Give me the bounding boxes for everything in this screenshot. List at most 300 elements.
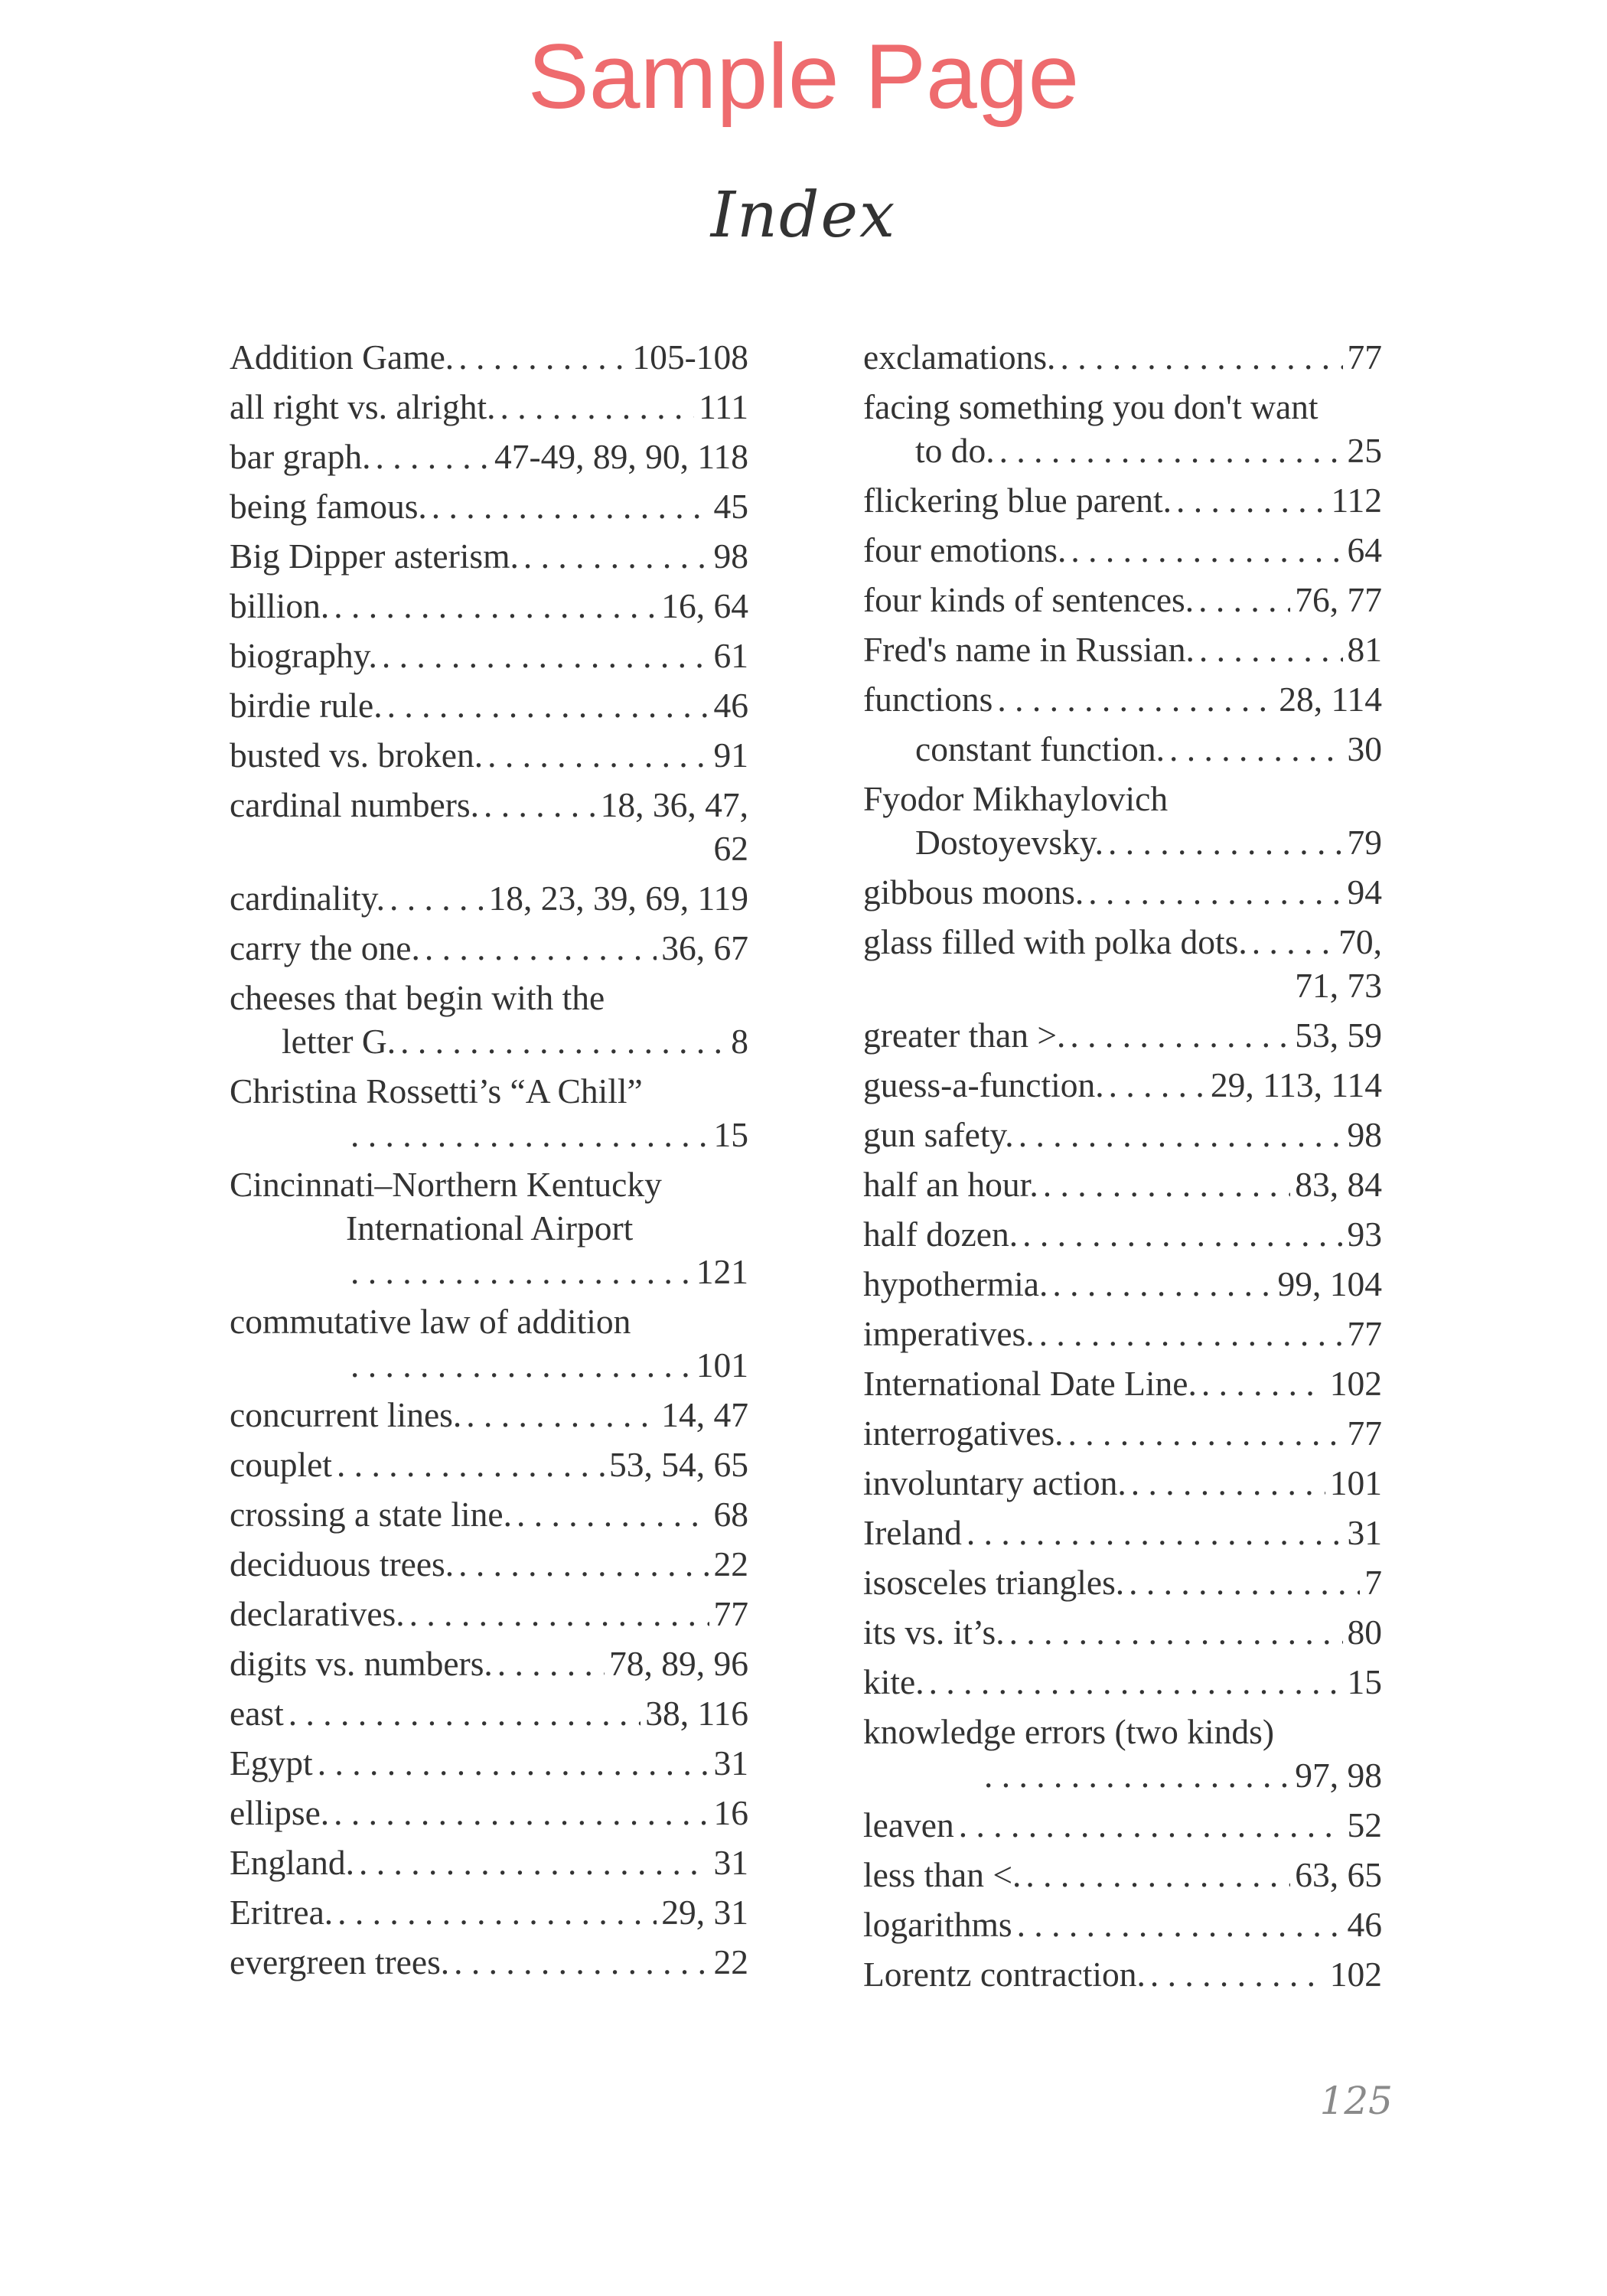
index-term: logarithms bbox=[863, 1905, 1012, 1944]
dot-leader bbox=[999, 429, 1343, 473]
index-pages: 18, 36, 47, bbox=[600, 785, 748, 824]
index-pages: 98 bbox=[713, 536, 748, 576]
dot-leader bbox=[318, 1741, 709, 1786]
index-entry bbox=[230, 584, 748, 634]
index-entry-line bbox=[863, 820, 1382, 870]
index-term: Addition Game. bbox=[230, 338, 455, 377]
index-term: kite. bbox=[863, 1662, 924, 1701]
dot-leader bbox=[487, 733, 709, 778]
index-entry-line bbox=[863, 1952, 1382, 2002]
index-entry-line bbox=[230, 733, 748, 783]
index-term-continued: International Airport bbox=[346, 1208, 634, 1247]
index-entry-line bbox=[230, 1163, 748, 1212]
index-entry bbox=[230, 1940, 748, 1990]
index-entry-line bbox=[863, 1903, 1382, 1952]
dot-leader bbox=[1060, 335, 1342, 380]
index-pages: 46 bbox=[1347, 1905, 1382, 1944]
dot-leader bbox=[466, 1393, 657, 1437]
index-entry-line bbox=[863, 1710, 1382, 1760]
dot-leader bbox=[1199, 628, 1343, 672]
dot-leader bbox=[458, 1542, 709, 1587]
index-entry-line bbox=[863, 578, 1382, 628]
index-term: Egypt bbox=[230, 1743, 313, 1782]
dot-leader bbox=[350, 1250, 692, 1294]
index-entry bbox=[863, 1803, 1382, 1853]
index-pages: 22 bbox=[713, 1942, 748, 1981]
index-term: four kinds of sentences. bbox=[863, 580, 1195, 619]
index-entry bbox=[863, 1903, 1382, 1952]
index-entry-line bbox=[230, 1890, 748, 1940]
index-term: billion. bbox=[230, 586, 330, 625]
index-entry-line bbox=[863, 1063, 1382, 1113]
index-entry bbox=[863, 1561, 1382, 1610]
index-entry-line bbox=[863, 385, 1382, 435]
index-entry-line bbox=[863, 528, 1382, 578]
index-entry bbox=[230, 634, 748, 683]
index-entry-line bbox=[230, 1691, 748, 1741]
index-pages: 46 bbox=[713, 686, 748, 725]
dot-leader bbox=[959, 1803, 1343, 1848]
index-entry-line bbox=[230, 335, 748, 385]
index-term: deciduous trees. bbox=[230, 1544, 455, 1583]
index-entry bbox=[230, 1163, 748, 1300]
index-entry-line bbox=[863, 1561, 1382, 1610]
index-pages: 25 bbox=[1347, 431, 1382, 470]
index-entry-line bbox=[230, 1250, 748, 1300]
index-term: exclamations. bbox=[863, 338, 1056, 377]
index-pages: 38, 116 bbox=[645, 1694, 748, 1733]
index-term: Fred's name in Russian. bbox=[863, 630, 1195, 669]
index-term: evergreen trees. bbox=[230, 1942, 450, 1981]
index-entry-line bbox=[863, 727, 1382, 777]
index-pages: 30 bbox=[1347, 729, 1382, 768]
index-term: hypothermia. bbox=[863, 1264, 1048, 1303]
index-entry bbox=[230, 1791, 748, 1841]
dot-leader bbox=[1071, 528, 1342, 572]
index-entry bbox=[230, 1300, 748, 1393]
index-entry-line bbox=[230, 827, 748, 876]
dot-leader bbox=[387, 683, 709, 728]
dot-leader bbox=[400, 1019, 726, 1064]
index-entry bbox=[863, 1511, 1382, 1561]
dot-leader bbox=[1039, 1312, 1343, 1356]
index-pages: 76, 77 bbox=[1295, 580, 1382, 619]
index-term: four emotions. bbox=[863, 530, 1067, 569]
index-pages: 112 bbox=[1331, 481, 1382, 520]
index-entry-line bbox=[230, 1069, 748, 1119]
index-entry bbox=[863, 385, 1382, 478]
index-term: cardinal numbers. bbox=[230, 785, 479, 824]
dot-leader bbox=[337, 1890, 657, 1935]
index-pages: 16 bbox=[713, 1793, 748, 1832]
dot-leader bbox=[359, 1841, 709, 1885]
index-entry-line bbox=[863, 1411, 1382, 1461]
index-entry bbox=[863, 1113, 1382, 1163]
index-pages: 63, 65 bbox=[1295, 1855, 1382, 1894]
index-pages: 22 bbox=[713, 1544, 748, 1583]
index-entry bbox=[230, 1393, 748, 1443]
index-term: Fyodor Mikhaylovich bbox=[863, 779, 1169, 818]
index-entry-line bbox=[863, 1803, 1382, 1853]
index-term-continued: letter G. bbox=[282, 1022, 396, 1061]
index-term: interrogatives. bbox=[863, 1414, 1064, 1453]
index-column-left bbox=[230, 335, 748, 1990]
index-entry bbox=[230, 435, 748, 484]
index-entry-line bbox=[230, 1542, 748, 1592]
dot-leader bbox=[966, 1511, 1343, 1555]
index-term: all right vs. alright. bbox=[230, 387, 496, 426]
index-term: cheeses that begin with the bbox=[230, 978, 605, 1017]
index-entry bbox=[863, 1710, 1382, 1803]
index-term: being famous. bbox=[230, 487, 427, 526]
index-pages-continued: 62 bbox=[713, 829, 748, 868]
index-entry bbox=[863, 1610, 1382, 1660]
index-entry bbox=[230, 926, 748, 976]
index-pages: 29, 113, 114 bbox=[1210, 1065, 1382, 1104]
index-pages: 61 bbox=[713, 636, 748, 675]
index-entry-line bbox=[230, 435, 748, 484]
index-term: half dozen. bbox=[863, 1215, 1019, 1254]
dot-leader bbox=[409, 1592, 709, 1636]
index-pages: 29, 31 bbox=[661, 1893, 748, 1932]
index-pages: 77 bbox=[1347, 338, 1382, 377]
dot-leader bbox=[1088, 870, 1342, 915]
index-entry-line bbox=[863, 1660, 1382, 1710]
index-entry bbox=[863, 1362, 1382, 1411]
index-term-continued: to do. bbox=[915, 431, 995, 470]
dot-leader bbox=[1070, 1013, 1290, 1058]
dot-leader bbox=[1009, 1610, 1343, 1655]
index-entry-line bbox=[863, 1753, 1382, 1803]
dot-leader bbox=[484, 783, 596, 827]
index-entry-line bbox=[863, 1853, 1382, 1903]
sample-page-watermark: Sample Page bbox=[527, 25, 1080, 128]
index-term: Christina Rossetti’s “A Chill” bbox=[230, 1071, 643, 1110]
dot-leader bbox=[1129, 1561, 1360, 1605]
index-entry-line bbox=[863, 1511, 1382, 1561]
index-term: commutative law of addition bbox=[230, 1302, 631, 1341]
index-entry-line bbox=[863, 1163, 1382, 1212]
index-term: bar graph. bbox=[230, 437, 371, 476]
index-entry bbox=[863, 1163, 1382, 1212]
index-entry bbox=[863, 870, 1382, 920]
index-pages: 70, bbox=[1338, 922, 1382, 961]
index-pages: 102 bbox=[1329, 1364, 1382, 1403]
index-entry bbox=[230, 683, 748, 733]
index-pages: 102 bbox=[1329, 1955, 1382, 1994]
dot-leader bbox=[929, 1660, 1343, 1704]
dot-leader bbox=[425, 926, 657, 970]
index-entry-line bbox=[230, 534, 748, 584]
dot-leader bbox=[1176, 478, 1326, 523]
dot-leader bbox=[1017, 1903, 1343, 1947]
index-entry-line bbox=[230, 683, 748, 733]
index-entry-line bbox=[230, 1841, 748, 1890]
index-term: facing something you don't want bbox=[863, 387, 1319, 426]
index-pages: 36, 67 bbox=[661, 928, 748, 967]
index-term: biography. bbox=[230, 636, 377, 675]
index-entry bbox=[230, 335, 748, 385]
index-entry bbox=[863, 578, 1382, 628]
dot-leader bbox=[454, 1940, 709, 1985]
index-pages: 77 bbox=[1347, 1314, 1382, 1353]
index-entry bbox=[863, 1952, 1382, 2002]
index-pages: 14, 47 bbox=[661, 1395, 748, 1434]
index-entry-line bbox=[230, 1113, 748, 1163]
dot-leader bbox=[1022, 1212, 1342, 1257]
index-term: gun safety. bbox=[863, 1115, 1014, 1154]
index-term: birdie rule. bbox=[230, 686, 383, 725]
index-pages: 101 bbox=[1329, 1463, 1382, 1502]
index-entry bbox=[863, 1262, 1382, 1312]
index-pages: 77 bbox=[713, 1594, 748, 1633]
index-term: cardinality. bbox=[230, 879, 385, 918]
index-term: Eritrea. bbox=[230, 1893, 334, 1932]
dot-leader bbox=[1150, 1952, 1325, 1997]
index-term: guess-a-function. bbox=[863, 1065, 1104, 1104]
index-pages: 16, 64 bbox=[661, 586, 748, 625]
index-pages: 99, 104 bbox=[1277, 1264, 1382, 1303]
page-number: 125 bbox=[1319, 2079, 1393, 2123]
dot-leader bbox=[334, 584, 657, 628]
index-entry-line bbox=[230, 783, 748, 833]
index-pages: 81 bbox=[1347, 630, 1382, 669]
index-term: east bbox=[230, 1694, 284, 1733]
index-entry bbox=[863, 777, 1382, 870]
index-entry bbox=[230, 876, 748, 926]
dot-leader bbox=[1025, 1853, 1290, 1897]
index-term: greater than >. bbox=[863, 1016, 1066, 1055]
index-entry-line bbox=[230, 1642, 748, 1691]
index-entry-line bbox=[863, 777, 1382, 827]
dot-leader bbox=[1052, 1262, 1273, 1306]
index-entry-line bbox=[230, 484, 748, 534]
index-term: digits vs. numbers. bbox=[230, 1644, 493, 1683]
index-entry bbox=[230, 1841, 748, 1890]
index-entry bbox=[230, 733, 748, 783]
index-pages: 53, 54, 65 bbox=[609, 1445, 748, 1484]
dot-leader bbox=[1108, 820, 1342, 865]
index-entry bbox=[230, 1642, 748, 1691]
index-entry-line bbox=[230, 1443, 748, 1492]
dot-leader bbox=[334, 1791, 709, 1835]
index-term: gibbous moons. bbox=[863, 872, 1084, 912]
index-term: concurrent lines. bbox=[230, 1395, 462, 1434]
index-pages: 64 bbox=[1347, 530, 1382, 569]
index-entry bbox=[863, 628, 1382, 677]
index-entry bbox=[863, 1411, 1382, 1461]
index-pages: 31 bbox=[1347, 1513, 1382, 1552]
index-entry-line bbox=[230, 976, 748, 1026]
index-entry bbox=[863, 727, 1382, 777]
index-entry-line bbox=[863, 870, 1382, 920]
index-term: Big Dipper asterism. bbox=[230, 536, 519, 576]
index-entry-line bbox=[230, 1300, 748, 1349]
index-pages: 15 bbox=[713, 1115, 748, 1154]
index-entry bbox=[230, 1691, 748, 1741]
dot-leader bbox=[523, 534, 709, 579]
index-entry bbox=[230, 1069, 748, 1163]
index-pages: 111 bbox=[699, 387, 748, 426]
index-term: constant function. bbox=[915, 729, 1165, 768]
index-term: flickering blue parent. bbox=[863, 481, 1172, 520]
index-pages: 68 bbox=[713, 1495, 748, 1534]
index-pages: 47-49, 89, 90, 118 bbox=[494, 437, 748, 476]
index-pages: 91 bbox=[713, 735, 748, 775]
dot-leader bbox=[375, 435, 490, 479]
index-entry-line bbox=[863, 1262, 1382, 1312]
index-term: crossing a state line. bbox=[230, 1495, 512, 1534]
index-entry-line bbox=[230, 1492, 748, 1542]
dot-leader bbox=[390, 876, 484, 921]
index-entry-line bbox=[230, 876, 748, 926]
dot-leader bbox=[1068, 1411, 1343, 1456]
index-pages: 98 bbox=[1347, 1115, 1382, 1154]
index-column-right bbox=[863, 335, 1382, 2002]
index-term: less than <. bbox=[863, 1855, 1022, 1894]
index-pages: 78, 89, 96 bbox=[609, 1644, 748, 1683]
index-entry-line bbox=[230, 385, 748, 435]
index-pages: 77 bbox=[1347, 1414, 1382, 1453]
index-entry bbox=[863, 1461, 1382, 1511]
index-entry-line bbox=[230, 1940, 748, 1990]
index-term: functions bbox=[863, 680, 993, 719]
index-entry-line bbox=[863, 1013, 1382, 1063]
index-pages: 93 bbox=[1347, 1215, 1382, 1254]
index-pages: 105-108 bbox=[632, 338, 748, 377]
index-entry-line bbox=[230, 1791, 748, 1841]
index-term-continued: Dostoyevsky. bbox=[915, 823, 1104, 862]
index-pages: 52 bbox=[1347, 1805, 1382, 1844]
dot-leader bbox=[432, 484, 709, 529]
index-pages: 28, 114 bbox=[1279, 680, 1382, 719]
dot-leader bbox=[1043, 1163, 1291, 1207]
index-entry-line bbox=[230, 1206, 748, 1256]
index-entry-line bbox=[230, 926, 748, 976]
index-pages: 31 bbox=[713, 1843, 748, 1882]
index-term: carry the one. bbox=[230, 928, 420, 967]
index-term: ellipse. bbox=[230, 1793, 330, 1832]
index-pages: 97, 98 bbox=[1295, 1756, 1382, 1795]
index-pages: 121 bbox=[696, 1252, 748, 1291]
index-entry bbox=[863, 1660, 1382, 1710]
dot-leader bbox=[350, 1343, 692, 1388]
index-pages: 18, 23, 39, 69, 119 bbox=[488, 879, 748, 918]
index-pages: 7 bbox=[1364, 1563, 1382, 1602]
index-entry-line bbox=[863, 628, 1382, 677]
dot-leader bbox=[1169, 727, 1342, 771]
index-entry bbox=[230, 1542, 748, 1592]
index-entry bbox=[863, 677, 1382, 727]
index-pages: 15 bbox=[1347, 1662, 1382, 1701]
index-entry bbox=[863, 1853, 1382, 1903]
dot-leader bbox=[1019, 1113, 1343, 1157]
index-term: Ireland bbox=[863, 1513, 962, 1552]
index-entry-line bbox=[863, 964, 1382, 1013]
index-entry-line bbox=[863, 1362, 1382, 1411]
index-entry-line bbox=[863, 1610, 1382, 1660]
index-pages: 83, 84 bbox=[1295, 1165, 1382, 1204]
index-entry bbox=[863, 1312, 1382, 1362]
dot-leader bbox=[337, 1443, 605, 1487]
index-entry bbox=[863, 335, 1382, 385]
dot-leader bbox=[458, 335, 627, 380]
index-pages: 8 bbox=[731, 1022, 748, 1061]
index-term: leaven bbox=[863, 1805, 954, 1844]
index-term: isosceles triangles. bbox=[863, 1563, 1125, 1602]
dot-leader bbox=[997, 677, 1274, 722]
index-pages: 79 bbox=[1347, 823, 1382, 862]
index-entry-line bbox=[230, 634, 748, 683]
dot-leader bbox=[1131, 1461, 1325, 1505]
index-entry bbox=[863, 528, 1382, 578]
page-title: Index bbox=[710, 179, 897, 252]
index-entry bbox=[230, 534, 748, 584]
index-entry-line bbox=[230, 1019, 748, 1069]
index-term: Lorentz contraction. bbox=[863, 1955, 1146, 1994]
index-term: England. bbox=[230, 1843, 355, 1882]
index-pages: 94 bbox=[1347, 872, 1382, 912]
dot-leader bbox=[382, 634, 709, 678]
index-term: couplet bbox=[230, 1445, 332, 1484]
index-entry bbox=[230, 1592, 748, 1642]
dot-leader bbox=[500, 385, 695, 429]
index-term: knowledge errors (two kinds) bbox=[863, 1712, 1275, 1751]
dot-leader bbox=[517, 1492, 709, 1537]
index-entry bbox=[230, 385, 748, 435]
index-term: imperatives. bbox=[863, 1314, 1035, 1353]
index-term: busted vs. broken. bbox=[230, 735, 484, 775]
index-entry-line bbox=[863, 429, 1382, 478]
index-entry-line bbox=[863, 1113, 1382, 1163]
index-entry-line bbox=[863, 677, 1382, 727]
index-entry bbox=[230, 783, 748, 876]
index-entry-line bbox=[230, 1393, 748, 1443]
index-term: Cincinnati–Northern Kentucky bbox=[230, 1165, 662, 1204]
index-pages-continued: 71, 73 bbox=[1295, 966, 1382, 1005]
index-entry-line bbox=[863, 920, 1382, 970]
index-entry-line bbox=[230, 1741, 748, 1791]
index-entry-line bbox=[863, 1461, 1382, 1511]
index-entry bbox=[863, 478, 1382, 528]
index-entry bbox=[230, 1741, 748, 1791]
index-entry bbox=[230, 484, 748, 534]
dot-leader bbox=[288, 1691, 641, 1736]
dot-leader bbox=[1198, 578, 1290, 622]
dot-leader bbox=[497, 1642, 605, 1686]
index-term: its vs. it’s. bbox=[863, 1613, 1005, 1652]
index-entry bbox=[230, 976, 748, 1069]
index-entry bbox=[863, 920, 1382, 1013]
index-entry-line bbox=[863, 478, 1382, 528]
index-term: International Date Line. bbox=[863, 1364, 1197, 1403]
index-entry-line bbox=[230, 584, 748, 634]
index-term: glass filled with polka dots. bbox=[863, 922, 1247, 961]
dot-leader bbox=[350, 1113, 709, 1157]
index-pages: 80 bbox=[1347, 1613, 1382, 1652]
dot-leader bbox=[984, 1753, 1290, 1798]
index-entry bbox=[863, 1063, 1382, 1113]
index-pages: 31 bbox=[713, 1743, 748, 1782]
index-entry-line bbox=[863, 1312, 1382, 1362]
index-entry bbox=[230, 1890, 748, 1940]
index-entry-line bbox=[863, 1212, 1382, 1262]
index-term: half an hour. bbox=[863, 1165, 1038, 1204]
index-term: declaratives. bbox=[230, 1594, 405, 1633]
index-term: involuntary action. bbox=[863, 1463, 1126, 1502]
index-entry bbox=[863, 1212, 1382, 1262]
dot-leader bbox=[1109, 1063, 1206, 1107]
